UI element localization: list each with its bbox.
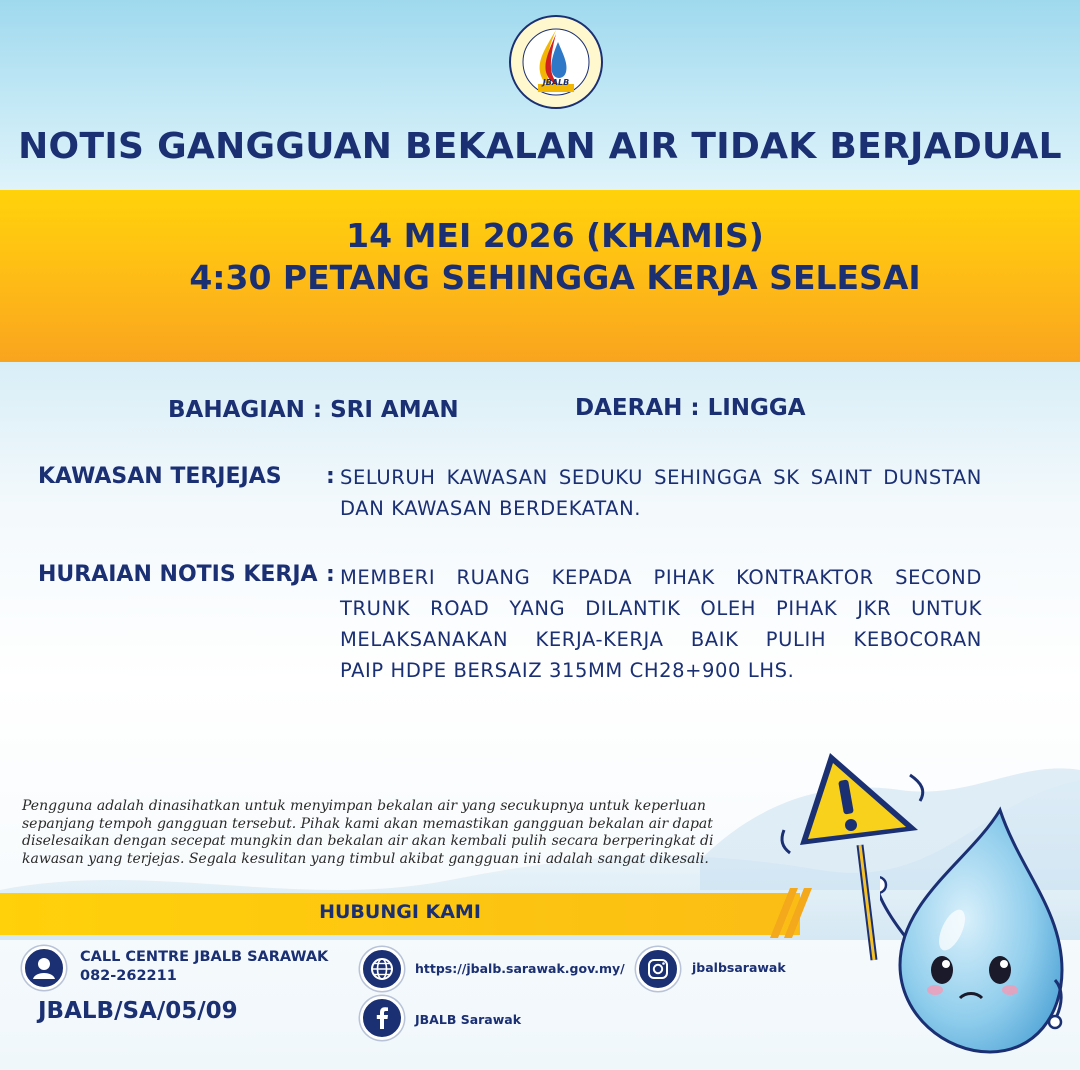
person-icon	[22, 946, 66, 990]
affected-line-1: SELURUH KAWASAN SEDUKU SEHINGGA SK SAINT DUNSTAN	[340, 466, 982, 489]
contact-heading: HUBUNGI KAMI	[319, 901, 481, 923]
instagram-handle[interactable]: jbalbsarawak	[692, 960, 786, 975]
reference-number: JBALB/SA/05/09	[38, 998, 238, 1024]
facebook-page[interactable]: JBALB Sarawak	[415, 1012, 522, 1027]
work-line-1: MEMBERI RUANG KEPADA PIHAK KONTRAKTOR SECOND	[340, 566, 982, 589]
instagram-icon	[636, 947, 680, 991]
disclaimer-line-2: sepanjang tempoh gangguan tersebut. Pihak kami akan memastikan gangguan bekalan air dapat	[22, 815, 713, 832]
disclaimer-line-1: Pengguna adalah dinasihatkan untuk menyimpan bekalan air yang secukupnya untuk keperluan	[22, 798, 706, 814]
work-description-label: HURAIAN NOTIS KERJA	[38, 562, 318, 587]
work-description-value	[340, 562, 982, 686]
division-label: BAHAGIAN : SRI AMAN	[168, 397, 459, 423]
call-centre-phone[interactable]: 082-262211	[80, 968, 177, 984]
affected-area-colon: :	[326, 464, 335, 489]
logo-acronym: JBALB	[542, 78, 570, 87]
disclaimer-line-3: diselesaikan dengan secepat mungkin dan bekalan air akan kembali pulih secara berperingkat di	[22, 833, 714, 849]
work-line-3: MELAKSANAKAN KERJA-KERJA BAIK PULIH KEBOCORAN	[340, 628, 982, 651]
work-line-4: PAIP HDPE BERSAIZ 315MM CH28+900 LHS.	[340, 659, 795, 682]
globe-icon	[360, 947, 404, 991]
water-drop-mascot	[880, 790, 1070, 1060]
affected-area-label: KAWASAN TERJEJAS	[38, 464, 282, 489]
schedule-time: 4:30 PETANG SEHINGGA KERJA SELESAI	[189, 258, 921, 297]
jbalb-logo	[508, 14, 604, 110]
website-link[interactable]: https://jbalb.sarawak.gov.my/	[415, 961, 625, 976]
district-label: DAERAH : LINGGA	[575, 395, 806, 421]
facebook-icon	[360, 996, 404, 1040]
affected-line-2: DAN KAWASAN BERDEKATAN.	[340, 497, 642, 520]
schedule-date: 14 MEI 2026 (KHAMIS)	[346, 216, 764, 255]
affected-area-value	[340, 462, 982, 524]
disclaimer-line-4: kawasan yang terjejas. Segala kesulitan yang timbul akibat gangguan ini adalah sangat dikesali.	[22, 850, 709, 867]
page-title: NOTIS GANGGUAN BEKALAN AIR TIDAK BERJADUAL	[18, 126, 1062, 167]
disclaimer	[22, 798, 762, 868]
work-line-2: TRUNK ROAD YANG DILANTIK OLEH PIHAK JKR UNTUK	[340, 597, 982, 620]
call-centre-label: CALL CENTRE JBALB SARAWAK	[80, 949, 329, 965]
work-description-colon: :	[326, 562, 335, 587]
